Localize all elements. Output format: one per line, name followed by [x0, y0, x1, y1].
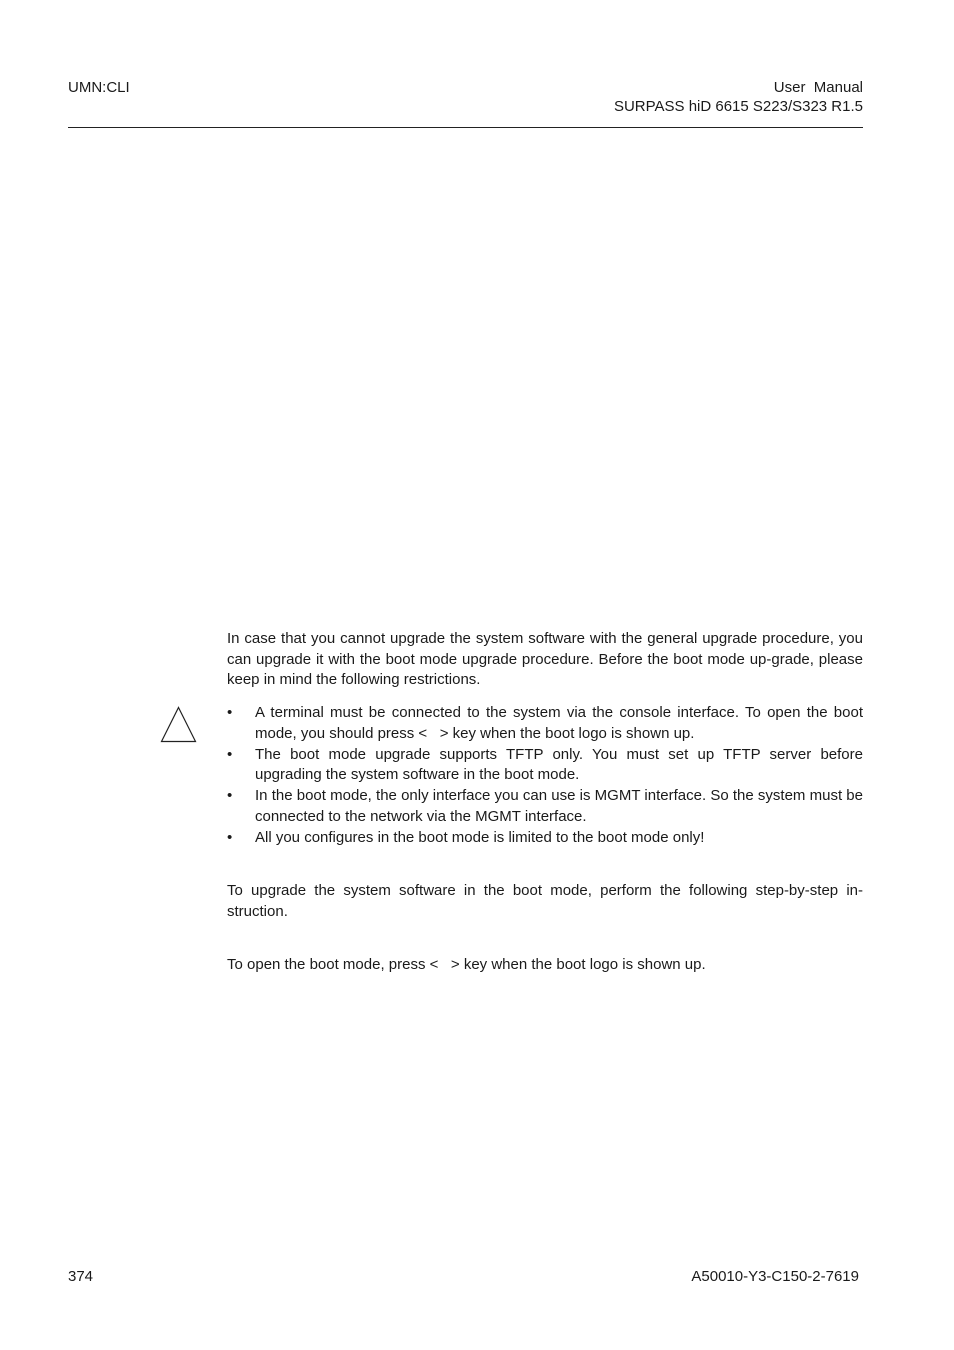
- list-item: [227, 745, 863, 786]
- bullet-marker: •: [227, 828, 233, 846]
- list-item: [227, 828, 863, 849]
- list-item-text: A terminal must be connected to the system via the console interface. To open the boot mode, you should press < > key when the boot logo is shown up.: [255, 704, 868, 742]
- intro-paragraph: In case that you cannot upgrade the system software with the general upgrade procedure, you can upgrade it with the boot mode upgrade procedure. Before the boot mode up-grade, please keep in mind the following restrictions.: [227, 630, 863, 688]
- header-title-right: [614, 78, 863, 116]
- header-title-left: UMN:CLI: [68, 79, 130, 96]
- restrictions-list: [227, 703, 868, 849]
- list-item: [227, 703, 868, 744]
- bullet-marker: •: [227, 745, 233, 763]
- header-divider: [68, 127, 863, 128]
- open-boot-mode-paragraph: To open the boot mode, press < > key when the boot logo is shown up.: [227, 956, 706, 973]
- page-number: 374: [68, 1268, 94, 1285]
- bullet-marker: •: [227, 704, 233, 721]
- list-item-text: The boot mode upgrade supports TFTP only. You must set up TFTP server before upgrading the system software in the boot mode.: [255, 745, 863, 783]
- list-item: [227, 786, 863, 827]
- bullet-marker: •: [227, 787, 233, 804]
- list-item-text: All you configures in the boot mode is limited to the boot mode only!: [255, 828, 705, 846]
- header-product-name: SURPASS hiD 6615 S223/S323 R1.5: [613, 98, 863, 115]
- header-manual-label: User Manual: [773, 79, 863, 96]
- document-id: A50010-Y3-C150-2-7619: [691, 1268, 859, 1285]
- steps-paragraph: To upgrade the system software in the boot mode, perform the following step-by-step in-struction.: [227, 882, 863, 920]
- warning-triangle-icon: [160, 706, 197, 743]
- list-item-text: In the boot mode, the only interface you can use is MGMT interface. So the system must be connected to the network via the MGMT interface.: [255, 787, 863, 825]
